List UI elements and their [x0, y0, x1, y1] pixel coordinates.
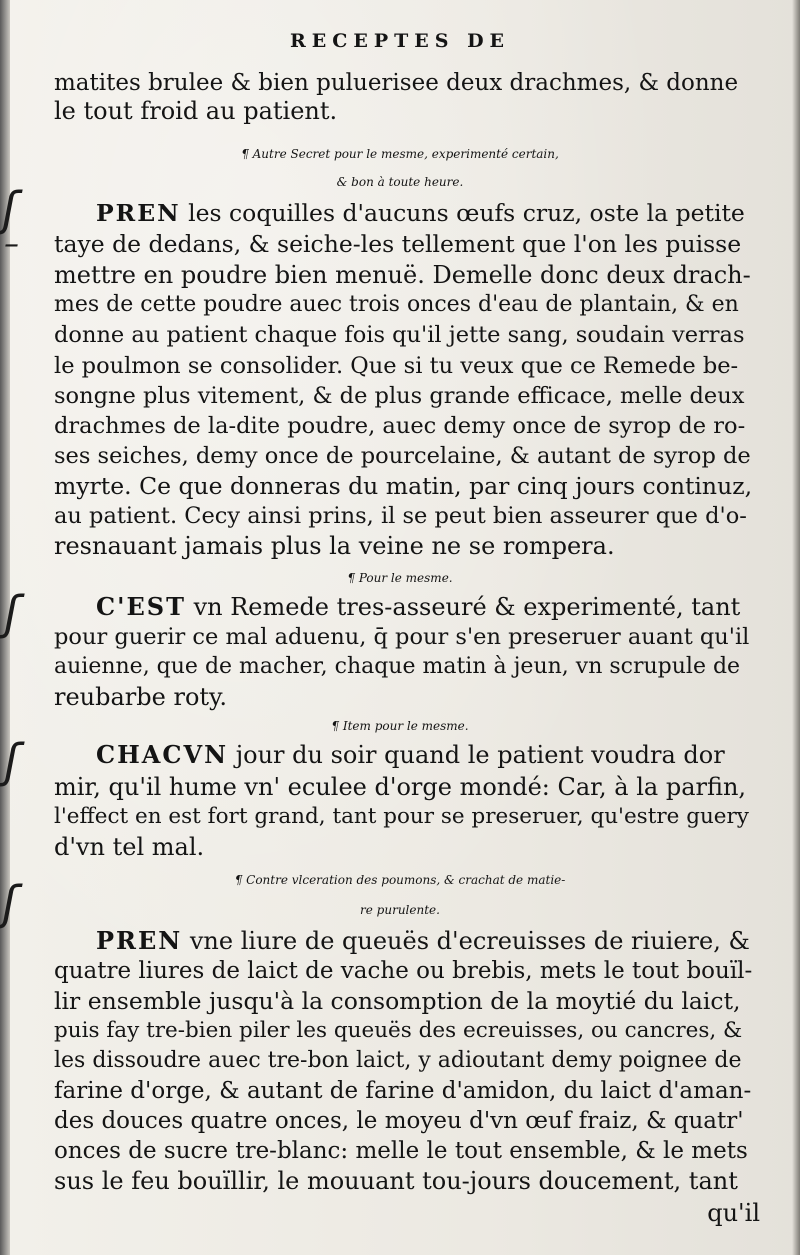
- margin-mark-4: ʃ: [2, 876, 18, 930]
- text-line: le poulmon se consolider. Que si tu veux que ce Remede be-: [54, 353, 739, 379]
- paragraph-first-line: [96, 198, 745, 228]
- text-run: les coquilles d'aucuns œufs cruz, oste la petite: [180, 199, 745, 227]
- text-line: puis fay tre-bien piler les queuës des ecreuisses, ou cancres, &: [54, 1018, 743, 1043]
- text-line: quatre liures de laict de vache ou brebis, mets le tout bouïl-: [54, 958, 753, 984]
- section-heading: re purulente.: [360, 903, 440, 917]
- text-line: d'vn tel mal.: [54, 833, 205, 861]
- margin-mark-1: ʃ: [2, 182, 18, 236]
- paragraph-first-line: [96, 926, 750, 956]
- text-run: vn Remede tres-asseuré & experimenté, tant: [185, 593, 741, 621]
- text-line: les dissoudre auec tre-bon laict, y adioutant demy poignee de: [54, 1048, 742, 1073]
- text-line: l'effect en est fort grand, tant pour se preseruer, qu'estre guery: [54, 804, 749, 829]
- initial-caps: CHACVN: [96, 740, 229, 769]
- text-line: mir, qu'il hume vn' eculee d'orge mondé: Car, à la parfin,: [54, 773, 747, 801]
- section-heading: ¶ Item pour le mesme.: [331, 719, 469, 733]
- paragraph-first-line: [96, 592, 740, 622]
- text-run: vne liure de queuës d'ecreuisses de riuiere, &: [182, 927, 750, 955]
- text-line: reubarbe roty.: [54, 683, 228, 711]
- text-line: taye de dedans, & seiche-les tellement que l'on les puisse: [54, 230, 742, 258]
- text-run: jour du soir quand le patient voudra dor: [228, 741, 725, 769]
- text-line: farine d'orge, & autant de farine d'amidon, du laict d'aman-: [54, 1078, 752, 1104]
- text-line: le tout froid au patient.: [54, 97, 338, 125]
- margin-mark-3: ʃ: [4, 734, 20, 788]
- text-line: lir ensemble jusqu'à la consomption de la moytié du laict,: [54, 987, 741, 1015]
- text-line: onces de sucre tre-blanc: melle le tout ensemble, & le mets: [54, 1138, 748, 1164]
- section-heading: ¶ Pour le mesme.: [347, 571, 453, 585]
- margin-mark-2: ʃ: [4, 586, 20, 640]
- initial-caps: PREN: [96, 926, 183, 955]
- text-line: pour guerir ce mal aduenu, q̄ pour s'en preseruer auant qu'il: [54, 624, 750, 650]
- text-line: matites brulee & bien puluerisee deux drachmes, & donne: [54, 70, 739, 96]
- text-line: au patient. Cecy ainsi prins, il se peut bien asseurer que d'o-: [54, 503, 747, 529]
- text-line: ses seiches, demy once de pourcelaine, & autant de syrop de: [54, 443, 751, 469]
- text-line: myrte. Ce que donneras du matin, par cinq jours continuz,: [54, 472, 753, 500]
- text-line: drachmes de la-dite poudre, auec demy once de syrop de ro-: [54, 413, 746, 439]
- text-line: songne plus vitement, & de plus grande efficace, melle deux: [54, 383, 745, 409]
- section-heading: & bon à toute heure.: [336, 175, 464, 189]
- text-line: mettre en poudre bien menuë. Demelle donc deux drach-: [54, 261, 751, 289]
- text-line: resnauant jamais plus la veine ne se rompera.: [54, 532, 615, 560]
- text-line: mes de cette poudre auec trois onces d'eau de plantain, & en: [54, 292, 739, 317]
- section-heading: ¶ Contre vlceration des poumons, & crachat de matie-: [234, 873, 566, 887]
- section-heading: ¶ Autre Secret pour le mesme, experimenté certain,: [241, 147, 559, 161]
- text-line: donne au patient chaque fois qu'il jette sang, soudain verras: [54, 322, 745, 348]
- text-line: auienne, que de macher, chaque matin à jeun, vn scrupule de: [54, 654, 741, 679]
- text-line: sus le feu bouïllir, le mouuant tou-jours doucement, tant: [54, 1167, 738, 1195]
- paragraph-first-line: [96, 740, 725, 770]
- margin-mark-dash: –: [4, 227, 19, 262]
- running-header: RECEPTES DE: [289, 30, 511, 52]
- text-line: des douces quatre onces, le moyeu d'vn œuf fraiz, & quatr': [54, 1108, 744, 1134]
- initial-caps: PREN: [96, 199, 181, 227]
- catchword: qu'il: [707, 1199, 760, 1227]
- initial-caps: C'EST: [96, 592, 186, 621]
